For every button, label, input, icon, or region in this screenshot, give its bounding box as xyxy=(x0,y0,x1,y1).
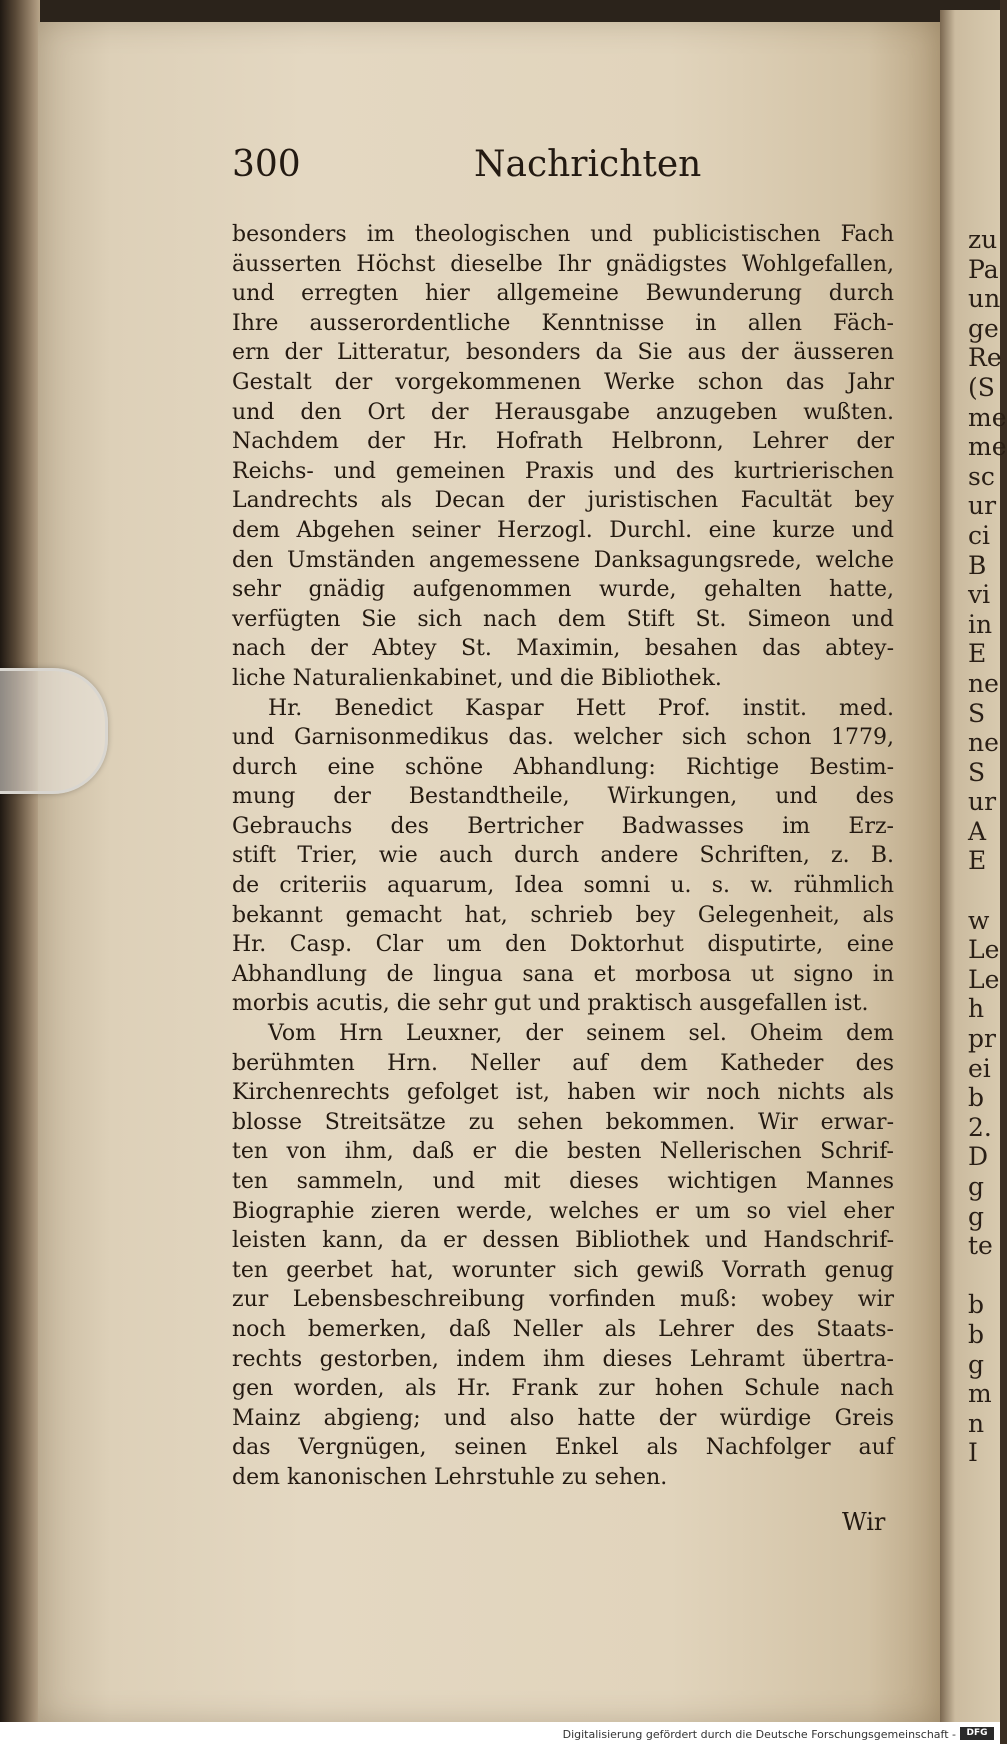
text-line: Gebrauchs des Bertricher Badwasses im Erz- xyxy=(232,813,894,839)
page-clip xyxy=(0,668,108,794)
text-line: das Vergnügen, seinen Enkel als Nachfolger auf xyxy=(232,1435,894,1461)
facing-page-fragment: ur xyxy=(968,787,997,817)
text-line: Kirchenrechts gefolget ist, haben wir noch nichts als xyxy=(232,1080,894,1106)
facing-page-fragment xyxy=(968,1261,1000,1291)
facing-page-fragment: ur xyxy=(968,491,997,521)
text-line: Biographie zieren werde, welches er um so viel eher xyxy=(232,1198,894,1224)
facing-page-fragment: m xyxy=(968,1379,992,1409)
book-edge xyxy=(0,0,40,1744)
text-line: ten von ihm, daß er die besten Nellerischen Schrif- xyxy=(232,1139,894,1165)
text-line: blosse Streitsätze zu sehen bekommen. Wir erwar- xyxy=(232,1109,894,1135)
facing-page-fragment: B xyxy=(968,550,987,580)
text-line: berühmten Hrn. Neller auf dem Katheder des xyxy=(232,1050,894,1076)
text-line: gen worden, als Hr. Frank zur hohen Schule nach xyxy=(232,1376,894,1402)
facing-page-fragment: Le xyxy=(968,964,1000,994)
dfg-logo: DFG xyxy=(960,1727,994,1740)
facing-page-fragment: te xyxy=(968,1231,993,1261)
text-line: noch bemerken, daß Neller als Lehrer des Staats- xyxy=(232,1316,894,1342)
text-line: Mainz abgieng; und also hatte der würdige Greis xyxy=(232,1405,894,1431)
facing-page-fragment: b xyxy=(968,1319,985,1349)
facing-page-fragment: ne xyxy=(968,728,999,758)
text-line: und den Ort der Herausgabe anzugeben wußten. xyxy=(232,399,894,425)
text-line: ten sammeln, und mit dieses wichtigen Mannes xyxy=(232,1169,894,1194)
facing-page-fragment: un xyxy=(968,284,1001,314)
facing-page-fragment: me xyxy=(968,402,1007,432)
page-number: 300 xyxy=(232,144,301,185)
facing-page-fragment: w xyxy=(968,905,990,935)
facing-page-fragment: in xyxy=(968,609,993,639)
text-line: leisten kann, da er dessen Bibliothek und Handschrif- xyxy=(232,1228,894,1254)
facing-page-fragment: g xyxy=(968,1201,985,1231)
facing-page-fragment: S xyxy=(968,698,986,728)
text-line: ten geerbet hat, worunter sich gewiß Vorrath genug xyxy=(232,1257,894,1283)
page-header xyxy=(232,140,892,190)
facing-page-fragment: me xyxy=(968,432,1007,462)
facing-page-fragment: Le xyxy=(968,935,1000,965)
facing-page-text xyxy=(968,225,1007,1468)
text-line: Vom Hrn Leuxner, der seinem sel. Oheim dem xyxy=(268,1021,894,1047)
facing-page-fragment: g xyxy=(968,1349,985,1379)
facing-page-fragment: ci xyxy=(968,520,990,550)
facing-page-fragment: Pa xyxy=(968,254,999,284)
facing-page-fragment: E xyxy=(968,639,987,669)
facing-page-fragment: h xyxy=(968,994,985,1024)
text-line: ern der Litteratur, besonders da Sie aus der äusseren xyxy=(232,340,894,366)
text-line: morbis acutis, die sehr gut und praktisch ausgefallen ist. xyxy=(232,991,869,1017)
text-line: und Garnisonmedikus das. welcher sich schon 1779, xyxy=(232,725,894,751)
text-line: sehr gnädig aufgenommen wurde, gehalten hatte, xyxy=(232,577,894,603)
text-line: und erregten hier allgemeine Bewunderung durch xyxy=(232,281,894,307)
catchword: Wir xyxy=(842,1508,886,1536)
facing-page-fragment: I xyxy=(968,1438,978,1468)
text-line: rechts gestorben, indem ihm dieses Lehramt übertra- xyxy=(232,1346,894,1372)
facing-page-fragment: ge xyxy=(968,313,999,343)
text-line: durch eine schöne Abhandlung: Richtige Bestim- xyxy=(232,754,894,780)
facing-page-fragment: b xyxy=(968,1083,985,1113)
facing-page-fragment: pr xyxy=(968,1024,996,1054)
text-line: den Umständen angemessene Danksagungsrede, welche xyxy=(232,547,894,573)
text-line: Gestalt der vorgekommenen Werke schon das Jahr xyxy=(232,369,894,395)
text-line: besonders im theologischen und publicistischen Fach xyxy=(232,222,894,247)
facing-page-fragment: ei xyxy=(968,1053,991,1083)
text-line: Ihre ausserordentliche Kenntnisse in allen Fäch- xyxy=(232,310,894,336)
facing-page-fragment: (S xyxy=(968,372,995,402)
text-line: stift Trier, wie auch durch andere Schriften, z. B. xyxy=(232,843,894,869)
text-line: Hr. Casp. Clar um den Doktorhut disputirte, eine xyxy=(232,932,894,958)
facing-page-fragment: vi xyxy=(968,580,991,610)
facing-page-fragment: g xyxy=(968,1172,985,1201)
facing-page-fragment: n xyxy=(968,1408,985,1438)
facing-page-fragment: E xyxy=(968,846,987,876)
facing-page-fragment: S xyxy=(968,757,986,787)
facing-page-fragment: Re xyxy=(968,343,1002,373)
footer-credit: Digitalisierung gefördert durch die Deutsche Forschungsgemeinschaft - xyxy=(562,1728,956,1741)
text-line: zur Lebensbeschreibung vorfinden muß: wobey wir xyxy=(232,1287,894,1313)
facing-page-fragment: zu xyxy=(968,225,998,254)
facing-page-fragment: sc xyxy=(968,461,995,491)
text-line: dem Abgehen seiner Herzogl. Durchl. eine kurze und xyxy=(232,517,894,543)
text-line: verfügten Sie sich nach dem Stift St. Simeon und xyxy=(232,606,894,632)
text-line: nach der Abtey St. Maximin, besahen das abtey- xyxy=(232,636,894,662)
text-line: dem kanonischen Lehrstuhle zu sehen. xyxy=(232,1464,668,1490)
facing-page-fragment: ne xyxy=(968,668,999,698)
text-line: mung der Bestandtheile, Wirkungen, und des xyxy=(232,784,894,810)
text-line: Landrechts als Decan der juristischen Facultät bey xyxy=(232,488,894,514)
text-line: Nachdem der Hr. Hofrath Helbronn, Lehrer der xyxy=(232,429,894,455)
running-head: Nachrichten xyxy=(474,144,702,185)
text-line: de criteriis aquarum, Idea somni u. s. w. rühmlich xyxy=(232,873,894,899)
text-line: äusserten Höchst dieselbe Ihr gnädigstes Wohlgefallen, xyxy=(232,251,894,277)
facing-page-fragment xyxy=(968,876,1000,906)
facing-page-fragment: 2. xyxy=(968,1112,992,1142)
text-line: Abhandlung de lingua sana et morbosa ut signo in xyxy=(232,961,894,987)
text-line: liche Naturalienkabinet, und die Bibliothek. xyxy=(232,665,722,691)
facing-page-fragment: A xyxy=(968,816,987,846)
text-line: Hr. Benedict Kaspar Hett Prof. instit. med. xyxy=(268,695,894,721)
body-text xyxy=(232,220,894,1493)
facing-page-fragment: b xyxy=(968,1290,985,1320)
text-line: bekannt gemacht hat, schrieb bey Gelegenheit, als xyxy=(232,902,894,928)
text-line: Reichs- und gemeinen Praxis und des kurtrierischen xyxy=(232,458,894,484)
facing-page-fragment: D xyxy=(968,1142,989,1172)
